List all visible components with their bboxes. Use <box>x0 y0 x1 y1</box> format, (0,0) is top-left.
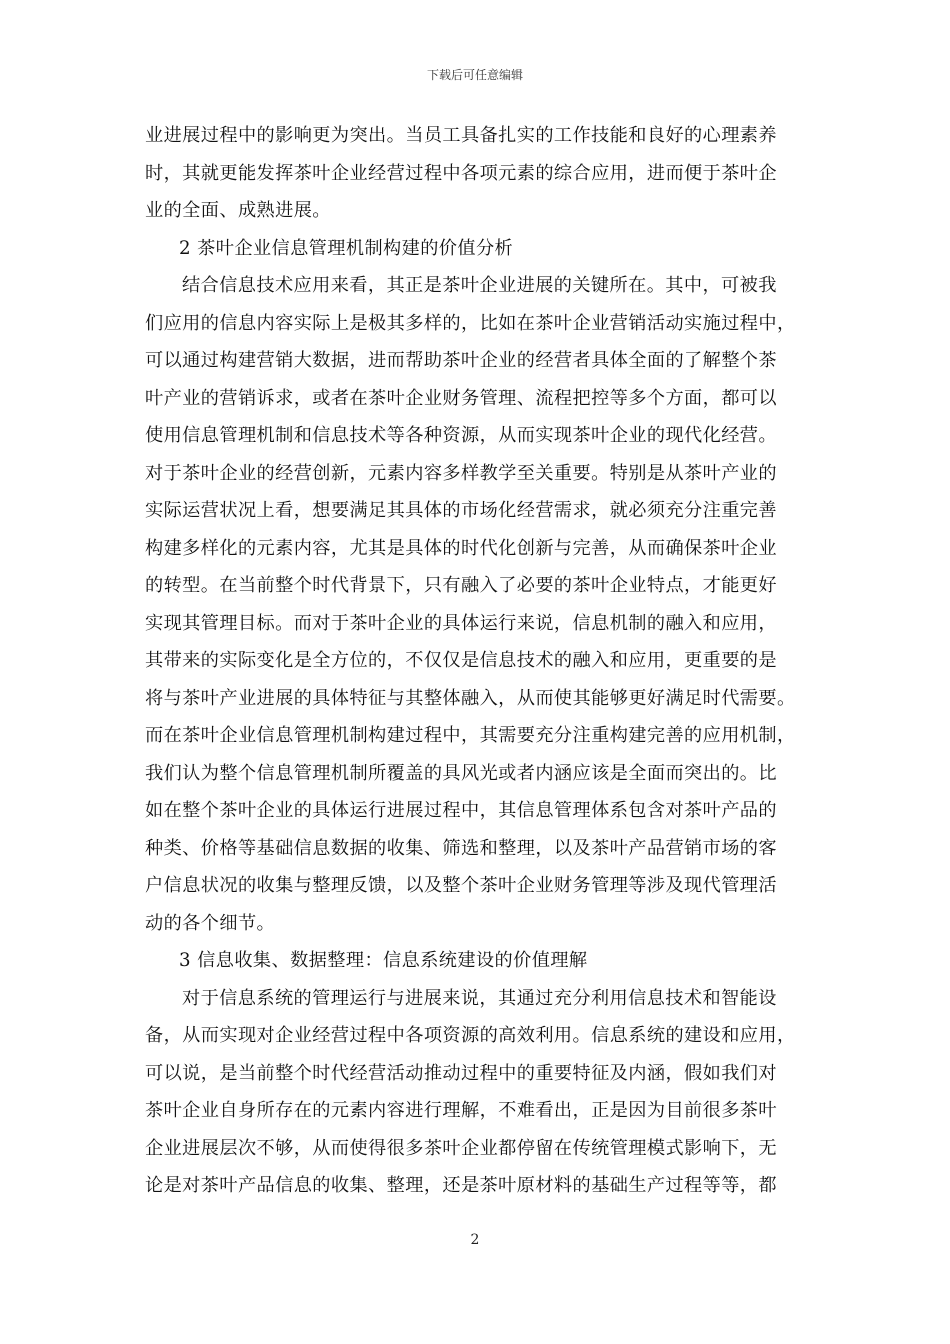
text-line: 可以说，是当前整个时代经营活动推动过程中的重要特征及内涵，假如我们对 <box>145 1062 777 1084</box>
text-line: 对于信息系统的管理运行与进展来说，其通过充分利用信息技术和智能设 <box>182 987 777 1009</box>
text-line: 们应用的信息内容实际上是极其多样的，比如在茶叶企业营销活动实施过程中， <box>145 312 796 334</box>
text-line: 备，从而实现对企业经营过程中各项资源的高效利用。信息系统的建设和应用， <box>145 1025 796 1046</box>
text-line: 使用信息管理机制和信息技术等各种资源，从而实现茶叶企业的现代化经营。 <box>145 425 777 446</box>
text-line: 对于茶叶企业的经营创新，元素内容多样教学至关重要。特别是从茶叶产业的 <box>145 462 777 484</box>
text-line: 时，其就更能发挥茶叶企业经营过程中各项元素的综合应用，进而便于茶叶企 <box>145 162 777 184</box>
text-line: 可以通过构建营销大数据，进而帮助茶叶企业的经营者具体全面的了解整个茶 <box>145 350 777 371</box>
text-line: 而在茶叶企业信息管理机制构建过程中，其需要充分注重构建完善的应用机制， <box>145 725 796 746</box>
text-line: 业的全面、成熟进展。 <box>145 200 331 221</box>
text-line: 动的各个细节。 <box>145 912 276 934</box>
text-line: 种类、价格等基础信息数据的收集、筛选和整理，以及茶叶产品营销市场的客 <box>145 837 777 859</box>
text-line: 构建多样化的元素内容，尤其是具体的时代化创新与完善，从而确保茶叶企业 <box>145 537 777 559</box>
section-heading: 3 信息收集、数据整理：信息系统建设的价值理解 <box>179 950 588 971</box>
text-line: 将与茶叶产业进展的具体特征与其整体融入，从而使其能够更好满足时代需要。 <box>145 687 796 709</box>
text-line: 业进展过程中的影响更为突出。当员工具备扎实的工作技能和良好的心理素养 <box>145 125 777 146</box>
text-line: 实际运营状况上看，想要满足其具体的市场化经营需求，就必须充分注重完善 <box>145 500 777 521</box>
text-line: 我们认为整个信息管理机制所覆盖的具风光或者内涵应该是全面而突出的。比 <box>145 762 777 784</box>
text-line: 户信息状况的收集与整理反馈，以及整个茶叶企业财务管理等涉及现代管理活 <box>145 875 777 896</box>
text-line: 茶叶企业自身所存在的元素内容进行理解，不难看出，正是因为目前很多茶叶 <box>145 1100 777 1121</box>
page-header: 下载后可任意编辑 <box>426 68 523 82</box>
text-line: 企业进展层次不够，从而使得很多茶叶企业都停留在传统管理模式影响下，无 <box>145 1137 777 1159</box>
text-line: 如在整个茶叶企业的具体运行进展过程中，其信息管理体系包含对茶叶产品的 <box>145 800 777 821</box>
text-line: 叶产业的营销诉求，或者在茶叶企业财务管理、流程把控等多个方面，都可以 <box>145 387 777 409</box>
text-line: 论是对茶叶产品信息的收集、整理，还是茶叶原材料的基础生产过程等等，都 <box>145 1175 777 1196</box>
text-line: 其带来的实际变化是全方位的，不仅仅是信息技术的融入和应用，更重要的是 <box>145 650 777 671</box>
body-text <box>145 117 809 1205</box>
page-number: 2 <box>470 1232 480 1248</box>
text-line: 的转型。在当前整个时代背景下，只有融入了必要的茶叶企业特点，才能更好 <box>145 575 777 596</box>
text-line: 实现其管理目标。而对于茶叶企业的具体运行来说，信息机制的融入和应用， <box>145 612 777 634</box>
text-line: 结合信息技术应用来看，其正是茶叶企业进展的关键所在。其中，可被我 <box>182 275 777 296</box>
section-heading: 2 茶叶企业信息管理机制构建的价值分析 <box>179 237 514 259</box>
